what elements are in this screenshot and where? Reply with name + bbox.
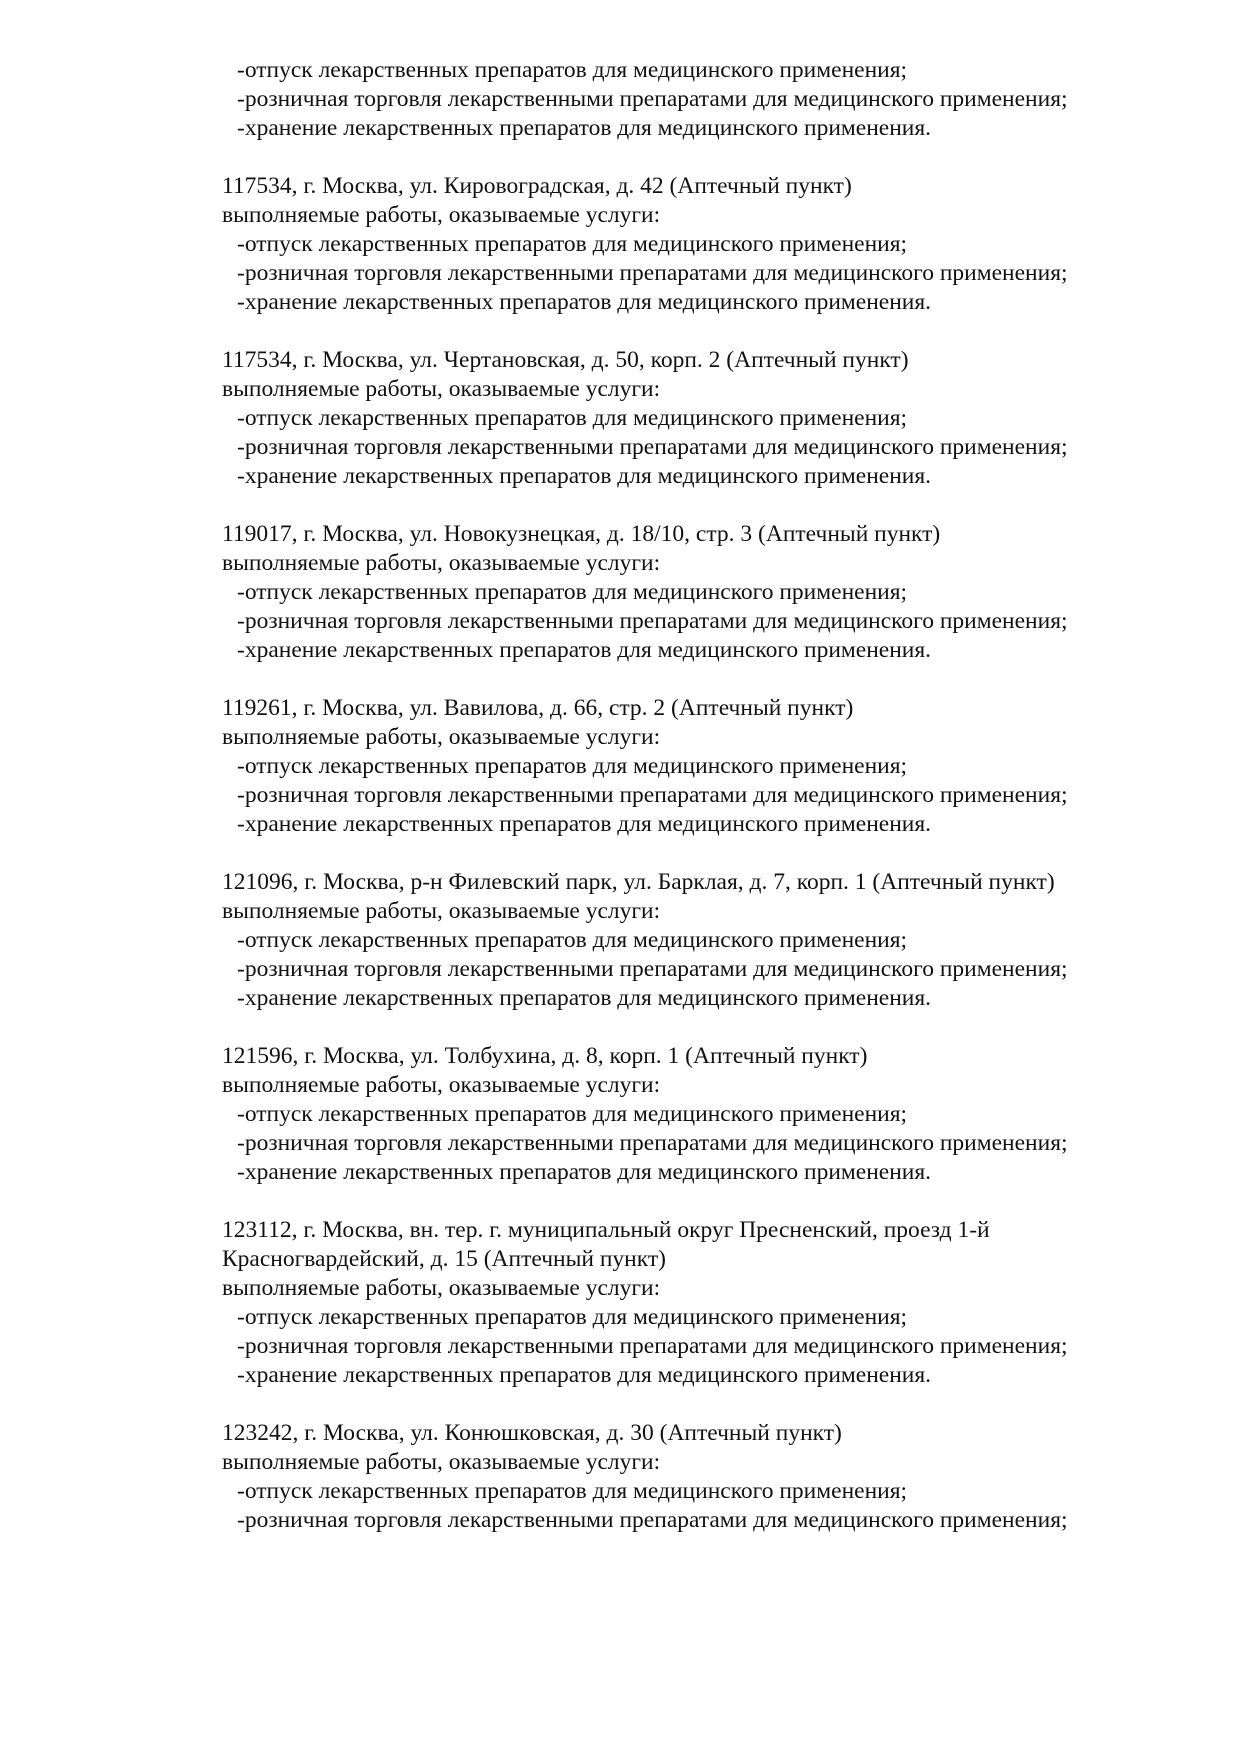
service-item: -отпуск лекарственных препаратов для медицинского применения;: [237, 753, 908, 779]
paragraph-gap: [222, 317, 1182, 346]
service-item: -хранение лекарственных препаратов для медицинского применения.: [237, 115, 932, 141]
service-item: -розничная торговля лекарственными препаратами для медицинского применения;: [237, 782, 1068, 808]
works-label: выполняемые работы, оказываемые услуги:: [222, 724, 661, 750]
pharmacy-entry: [222, 346, 1182, 491]
service-item: -розничная торговля лекарственными препаратами для медицинского применения;: [237, 956, 1068, 982]
pharmacy-entry: [222, 520, 1182, 665]
paragraph-gap: [222, 1013, 1182, 1042]
service-item: -отпуск лекарственных препаратов для медицинского применения;: [237, 405, 908, 431]
pharmacy-address: 121596, г. Москва, ул. Толбухина, д. 8, корп. 1 (Аптечный пункт): [222, 1043, 868, 1069]
service-item: -розничная торговля лекарственными препаратами для медицинского применения;: [237, 1507, 1068, 1533]
service-item: -розничная торговля лекарственными препаратами для медицинского применения;: [237, 260, 1068, 286]
pharmacy-address: 121096, г. Москва, р-н Филевский парк, ул. Барклая, д. 7, корп. 1 (Аптечный пункт): [222, 869, 1055, 895]
paragraph-gap: [222, 491, 1182, 520]
service-item: -отпуск лекарственных препаратов для медицинского применения;: [237, 927, 908, 953]
service-item: -хранение лекарственных препаратов для медицинского применения.: [237, 985, 932, 1011]
pharmacy-entry: [222, 172, 1182, 317]
works-label: выполняемые работы, оказываемые услуги:: [222, 1449, 661, 1475]
service-item: -отпуск лекарственных препаратов для медицинского применения;: [237, 1304, 908, 1330]
service-item: -хранение лекарственных препаратов для медицинского применения.: [237, 463, 932, 489]
pharmacy-entry: [222, 1216, 1182, 1390]
paragraph-gap: [222, 1187, 1182, 1216]
document-body: [222, 56, 1182, 1535]
pharmacy-address: 123112, г. Москва, вн. тер. г. муниципальный округ Пресненский, проезд 1-й: [222, 1217, 990, 1243]
pharmacy-entry: [222, 868, 1182, 1013]
service-item: -розничная торговля лекарственными препаратами для медицинского применения;: [237, 1130, 1068, 1156]
pharmacy-address: 119261, г. Москва, ул. Вавилова, д. 66, стр. 2 (Аптечный пункт): [222, 695, 854, 721]
continued-services-list: [222, 56, 1182, 143]
service-item: -розничная торговля лекарственными препаратами для медицинского применения;: [237, 608, 1068, 634]
pharmacy-entry: [222, 694, 1182, 839]
paragraph-gap: [222, 839, 1182, 868]
paragraph-gap: [222, 665, 1182, 694]
service-item: -отпуск лекарственных препаратов для медицинского применения;: [237, 1101, 908, 1127]
works-label: выполняемые работы, оказываемые услуги:: [222, 202, 661, 228]
works-label: выполняемые работы, оказываемые услуги:: [222, 550, 661, 576]
service-item: -розничная торговля лекарственными препаратами для медицинского применения;: [237, 86, 1068, 112]
pharmacy-address: 119017, г. Москва, ул. Новокузнецкая, д. 18/10, стр. 3 (Аптечный пункт): [222, 521, 941, 547]
paragraph-gap: [222, 143, 1182, 172]
service-item: -хранение лекарственных препаратов для медицинского применения.: [237, 289, 932, 315]
service-item: -отпуск лекарственных препаратов для медицинского применения;: [237, 231, 908, 257]
pharmacy-entries: [222, 143, 1182, 1535]
works-label: выполняемые работы, оказываемые услуги:: [222, 898, 661, 924]
works-label: выполняемые работы, оказываемые услуги:: [222, 376, 661, 402]
service-item: -розничная торговля лекарственными препаратами для медицинского применения;: [237, 434, 1068, 460]
service-item: -отпуск лекарственных препаратов для медицинского применения;: [237, 57, 908, 83]
works-label: выполняемые работы, оказываемые услуги:: [222, 1275, 661, 1301]
service-item: -хранение лекарственных препаратов для медицинского применения.: [237, 1362, 932, 1388]
service-item: -хранение лекарственных препаратов для медицинского применения.: [237, 811, 932, 837]
service-item: -розничная торговля лекарственными препаратами для медицинского применения;: [237, 1333, 1068, 1359]
pharmacy-address: 117534, г. Москва, ул. Чертановская, д. 50, корп. 2 (Аптечный пункт): [222, 347, 909, 373]
pharmacy-entry: [222, 1042, 1182, 1187]
service-item: -отпуск лекарственных препаратов для медицинского применения;: [237, 579, 908, 605]
pharmacy-address: 117534, г. Москва, ул. Кировоградская, д. 42 (Аптечный пункт): [222, 173, 852, 199]
service-item: -хранение лекарственных препаратов для медицинского применения.: [237, 1159, 932, 1185]
works-label: выполняемые работы, оказываемые услуги:: [222, 1072, 661, 1098]
pharmacy-address: 123242, г. Москва, ул. Конюшковская, д. 30 (Аптечный пункт): [222, 1420, 842, 1446]
pharmacy-address: Красногвардейский, д. 15 (Аптечный пункт): [222, 1246, 666, 1272]
service-item: -хранение лекарственных препаратов для медицинского применения.: [237, 637, 932, 663]
paragraph-gap: [222, 1390, 1182, 1419]
pharmacy-entry: [222, 1419, 1182, 1535]
service-item: -отпуск лекарственных препаратов для медицинского применения;: [237, 1478, 908, 1504]
